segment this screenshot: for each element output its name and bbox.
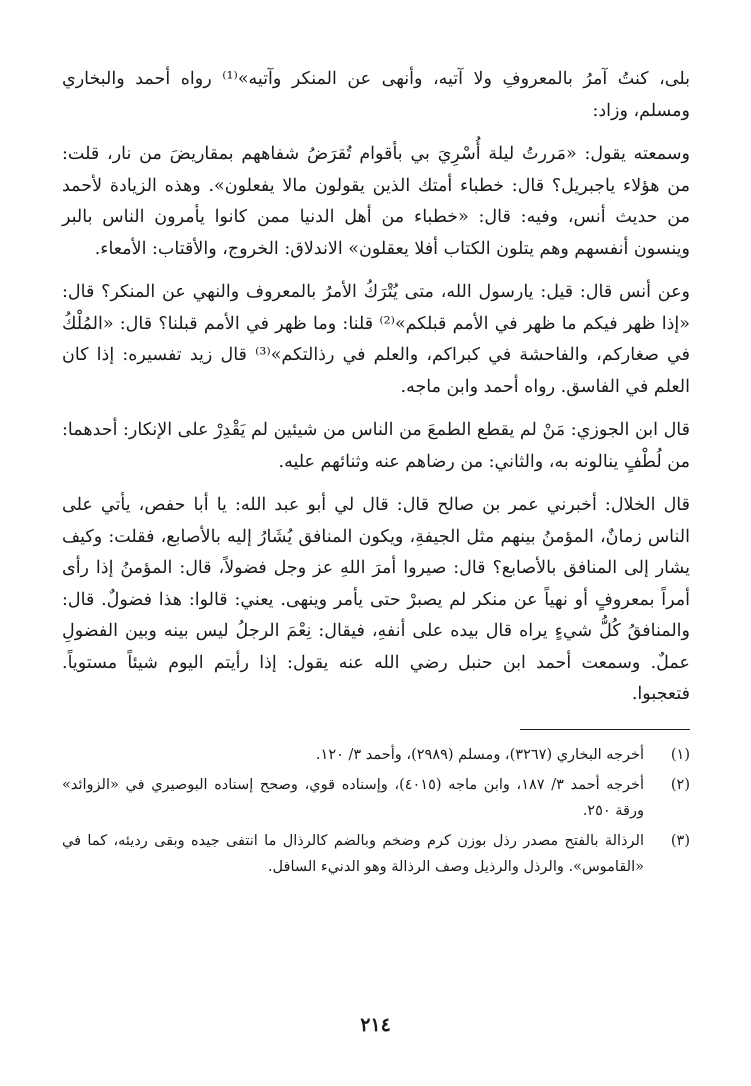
paragraph-2: وسمعته يقول: «مَررتُ ليلة أُسْرِيَ بي بأقوام تُقرَضُ شفاههم بمقاريضَ من نار، قلت: من هؤلاء ياجبريل؟ قال: خطباء أمتك الذين يقولون مالا يفعلون». وهذه الزيادة لأحمد من حديث أنس، وفيه: قال: «خطباء من أهل الدنيا ممن كانوا يأمرون الناس بالبر وينسون أنفسهم وهم يتلون الكتاب أفلا يعقلون» الاندلاق: الخروج، والأقتاب: الأمعاء. — [62, 144, 690, 259]
footnote-text: الرذالة بالفتح مصدر رذل بوزن كرم وضخم وبالضم كالرذال ما انتفى جيده وبقى رديئه، كما في «القاموس». والرذل والرذيل وصف الرذالة وهو الدنيء السافل. — [62, 832, 644, 875]
paragraph-4: قال ابن الجوزي: مَنْ لم يقطع الطمعَ من الناس من شيئين لم يَقْدِرْ على الإنكار: أحدهما: من لُطْفٍ ينالونه به، والثاني: من رضاهم عنه وثنائهم عليه. — [62, 420, 690, 472]
footnote-item — [62, 772, 690, 824]
footnote-number: (٢) — [670, 776, 690, 793]
footnote-item — [62, 742, 690, 768]
paragraph-3: وعن أنس قال: قيل: يارسول الله، متى يُتْرَكُ الأمرُ بالمعروف والنهي عن المنكر؟ قال: «إذا ظهر فيكم ما ظهر في الأمم قبلكم»⁽²⁾ قلنا: وما ظهر في الأمم قبلنا؟ قال: «المُلْكُ في صغاركم، والفاحشة في كبراكم، والعلم في رذالتكم»⁽³⁾ قال زيد تفسيره: إذا كان العلم في الفاسق. رواه أحمد وابن ماجه. — [62, 282, 691, 397]
footnote-number: (٣) — [670, 832, 690, 849]
footnote-text: أخرجه البخاري (٣٢٦٧)، ومسلم (٢٩٨٩)، وأحمد ٣/ ١٢٠. — [315, 746, 644, 763]
paragraph-1: بلى، كنتُ آمرُ بالمعروفِ ولا آتيه، وأنهى عن المنكر وآتيه»⁽¹⁾ رواه أحمد والبخاري ومسلم، وزاد: — [62, 69, 690, 121]
page-number: ٢١٤ — [360, 1014, 391, 1036]
footnote-item — [62, 828, 690, 880]
footnotes — [62, 742, 690, 880]
footnote-divider — [520, 729, 690, 730]
paragraph-5: قال الخلال: أخبرني عمر بن صالح قال: قال لي أبو عبد الله: يا أبا حفص، يأتي على الناس زمانٌ، المؤمنُ بينهم مثل الجيفةِ، ويكون المنافق يُشَارُ إليه بالأصابع، فقلت: وكيف يشار إلى المنافق بالأصابع؟ قال: صيروا أمرَ اللهِ عز وجل فضولاً، قال: المؤمنُ إذا رأى أمراً بمعروفٍ أو نهياً عن منكر لم يصبرْ حتى يأمر وينهى. يعني: قالوا: هذا فضولٌ. قال: والمنافقُ كُلُّ شيءٍ يراه قال بيده على أنفهِ، فيقال: نِعْمَ الرجلُ ليس بينه وبين الفضولِ عملٌ. وسمعت أحمد ابن حنبل رضي الله عنه يقول: إذا رأيتم اليوم شيئاً مستوياً. فتعجبوا. — [62, 495, 690, 704]
page-body — [62, 64, 690, 884]
footnote-number: (١) — [670, 746, 690, 763]
footnote-text: أخرجه أحمد ٣/ ١٨٧، وابن ماجه (٤٠١٥)، وإسناده قوي، وصحح إسناده البوصيري في «الزوائد» ورقة ٢٥٠. — [62, 776, 644, 819]
